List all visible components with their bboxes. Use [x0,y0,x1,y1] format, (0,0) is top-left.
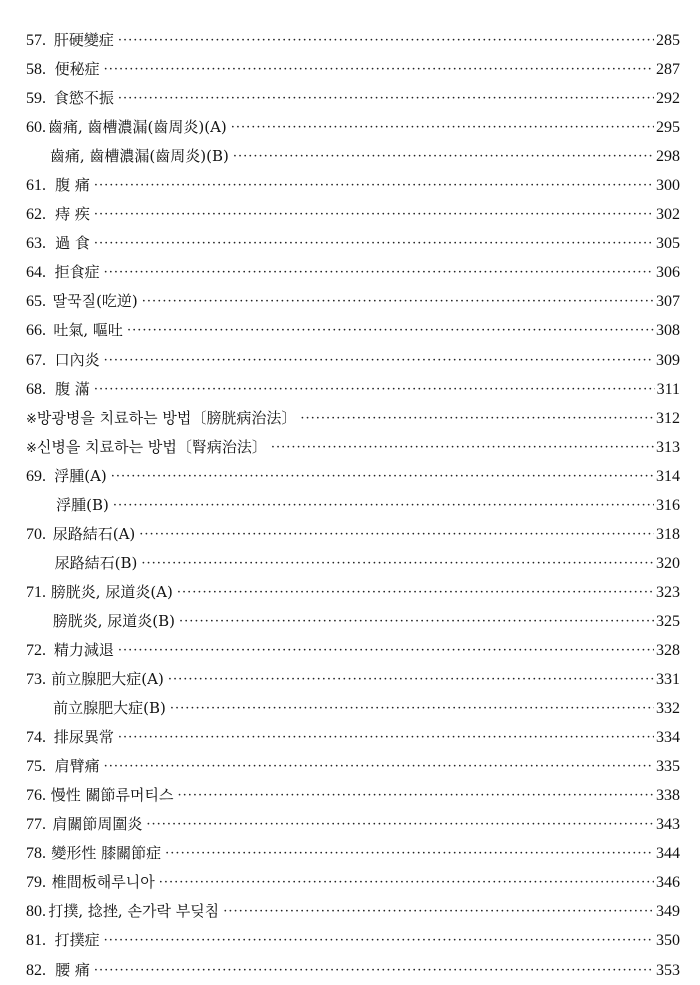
toc-dot-leader [139,520,654,549]
toc-entry [26,520,680,549]
toc-entry-title: 腰 痛 [55,960,90,979]
toc-entry [26,549,680,578]
toc-entry-page-number: 353 [656,961,680,979]
toc-entry-number: 79. [26,874,46,892]
toc-entry-title: 방광병을 치료하는 방법〔膀胱病治法〕 [36,408,297,427]
toc-entry [26,375,680,404]
toc-entry-number: 80. [26,903,46,921]
toc-entry-title: 便秘症 [54,60,100,79]
toc-entry-title: 食慾不振 [53,89,114,108]
toc-entry-page-number: 292 [656,90,680,108]
toc-entry-page-number: 343 [656,816,680,834]
toc-dot-leader [118,636,654,665]
toc-entry-title: 腹 痛 [55,176,90,195]
toc-entry [26,897,680,926]
toc-entry-title: 前立腺肥大症(A) [51,670,164,689]
toc-entry-title: 尿路結石(A) [52,524,136,543]
toc-entry-title: 精力減退 [53,640,114,659]
toc-entry-page-number: 285 [656,32,680,49]
toc-entry [26,258,680,287]
toc-entry-page-number: 325 [656,612,680,630]
toc-entry-number: 59. [26,90,46,108]
toc-dot-leader [104,752,654,781]
toc-dot-leader [94,956,654,985]
toc-entry-page-number: 308 [656,322,680,340]
toc-entry-number: 61. [26,177,46,195]
toc-entry [26,26,680,55]
toc-entry-title: 신병을 치료하는 방법〔腎病治法〕 [36,437,267,456]
toc-entry [26,84,680,113]
toc-entry [26,926,680,955]
toc-entry [26,665,680,694]
toc-entry [26,723,680,752]
toc-entry-page-number: 346 [656,874,680,892]
toc-dot-leader [111,462,654,491]
toc-entry-number: 64. [26,264,46,282]
toc-entry-page-number: 309 [656,351,680,369]
toc-entry [26,810,680,839]
toc-entry-page-number: 332 [656,700,680,718]
toc-entry-number: 62. [26,206,46,224]
toc-entry-title: 打撲, 捻挫, 손가락 부딪침 [48,902,220,921]
toc-entry-page-number: 344 [656,845,680,863]
toc-entry [26,752,680,781]
toc-dot-leader [168,665,654,694]
toc-entry-number: 68. [26,380,46,398]
toc-dot-leader [118,723,654,752]
toc-entry-page-number: 302 [656,206,680,224]
toc-entry-page-number: 305 [656,235,680,253]
toc-entry-page-number: 313 [656,438,680,456]
toc-dot-leader [104,926,654,955]
toc-entry-number: 66. [26,322,46,340]
toc-entry-title: 變形性 膝關節症 [51,844,162,863]
toc-entry-number: 74. [26,729,46,747]
toc-dot-leader [231,113,654,142]
toc-entry-page-number: 316 [656,496,680,514]
toc-entry-page-number: 349 [656,903,680,921]
toc-entry-number: 81. [26,932,46,950]
toc-entry [26,868,680,897]
toc-dot-leader [113,491,654,520]
toc-entry [26,287,680,316]
toc-entry [26,694,680,723]
toc-entry-page-number: 328 [656,641,680,659]
toc-dot-leader [104,258,654,287]
toc-entry-number: 76. [26,787,46,805]
toc-entry-number: 72. [26,641,46,659]
toc-entry-number: ※ [26,410,37,426]
toc-entry [26,636,680,665]
toc-dot-leader [142,287,654,316]
toc-entry-title: 過 食 [55,234,90,253]
toc-entry-title: 膀胱炎, 尿道炎(A) [50,582,173,601]
toc-entry [26,316,680,345]
toc-entry-page-number: 311 [656,380,680,398]
toc-entry [26,607,680,636]
toc-entry-page-number: 300 [656,177,680,195]
table-of-contents [26,26,680,985]
toc-entry [26,839,680,868]
toc-entry [26,171,680,200]
toc-entry-page-number: 314 [656,467,680,485]
toc-entry-page-number: 307 [656,293,680,311]
toc-entry [26,229,680,258]
toc-entry-page-number: 295 [656,119,680,137]
toc-entry-title: 痔 疾 [55,205,90,224]
toc-entry [26,578,680,607]
toc-entry-page-number: 287 [656,61,680,79]
toc-dot-leader [104,55,654,84]
toc-dot-leader [141,549,654,578]
toc-entry-number: 82. [26,961,46,979]
toc-entry-page-number: 335 [656,758,680,776]
toc-entry-title: 膀胱炎, 尿道炎(B) [52,611,175,630]
toc-dot-leader [179,607,654,636]
toc-entry-title: 慢性 關節류머티스 [50,786,174,805]
toc-dot-leader [104,346,654,375]
toc-entry [26,956,680,985]
toc-dot-leader [170,694,654,723]
toc-entry [26,491,680,520]
toc-dot-leader [178,781,655,810]
toc-entry-number: 69. [26,467,46,485]
toc-entry-title: 浮腫(B) [56,495,109,514]
toc-entry-title: 肩臂痛 [54,757,100,776]
toc-entry-title: 打撲症 [54,931,100,950]
toc-dot-leader [94,171,654,200]
toc-entry-page-number: 334 [656,729,680,747]
toc-entry [26,346,680,375]
toc-entry-number: 75. [26,758,46,776]
toc-entry-title: 腹 滿 [55,379,90,398]
toc-entry [26,781,680,810]
toc-entry-page-number: 298 [656,148,680,166]
toc-entry-number: 67. [26,351,46,369]
toc-entry [26,200,680,229]
toc-entry [26,462,680,491]
toc-dot-leader [300,404,654,433]
toc-entry-title: 拒食症 [54,263,100,282]
toc-entry-title: 前立腺肥大症(B) [53,699,166,718]
toc-entry-number: 58. [26,61,46,79]
toc-entry-title: 딸꾹질(吃逆) [52,292,138,311]
toc-dot-leader [118,84,654,113]
toc-entry-number: ※ [26,439,37,455]
toc-entry-title: 椎間板해루니아 [51,873,155,892]
toc-entry-page-number: 320 [656,554,680,572]
toc-entry-page-number: 331 [656,671,680,689]
toc-dot-leader [165,839,654,868]
toc-entry-number: 65. [26,293,46,311]
toc-entry [26,404,680,433]
toc-entry-title: 齒痛, 齒槽濃漏(齒周炎)(B) [49,147,229,166]
toc-entry-title: 齒痛, 齒槽濃漏(齒周炎)(A) [47,118,227,137]
toc-entry [26,113,680,142]
toc-entry-page-number: 318 [656,525,680,543]
toc-dot-leader [146,810,654,839]
toc-entry-title: 排尿異常 [53,728,114,747]
toc-dot-leader [127,316,654,345]
toc-entry-number: 73. [26,671,46,689]
toc-entry-page-number: 323 [656,583,680,601]
toc-entry-number: 70. [26,525,46,543]
toc-dot-leader [94,200,654,229]
toc-entry-page-number: 312 [656,409,680,427]
toc-entry-number: 63. [26,235,46,253]
toc-dot-leader [94,375,655,404]
toc-entry-title: 尿路結石(B) [54,553,138,572]
toc-entry-title: 浮腫(A) [54,466,107,485]
toc-dot-leader [271,433,654,462]
toc-dot-leader [94,229,654,258]
toc-entry-title: 口內炎 [54,350,100,369]
toc-entry-title: 吐氣, 嘔吐 [53,321,123,340]
toc-entry-number: 71. [26,583,46,601]
toc-entry-page-number: 306 [656,264,680,282]
toc-entry-number: 77. [26,816,46,834]
toc-dot-leader [223,897,654,926]
toc-entry [26,433,680,462]
toc-entry-title: 肝硬變症 [53,31,114,49]
toc-entry-title: 肩關節周圍炎 [52,815,143,834]
toc-entry [26,142,680,171]
toc-entry-page-number: 350 [656,932,680,950]
toc-entry [26,55,680,84]
toc-dot-leader [159,868,654,897]
toc-entry-number: 57. [26,32,46,49]
toc-entry-number: 78. [26,845,46,863]
toc-entry-number: 60. [26,119,46,137]
toc-entry-page-number: 338 [656,787,680,805]
toc-dot-leader [118,26,654,55]
toc-dot-leader [233,142,654,171]
toc-dot-leader [177,578,654,607]
